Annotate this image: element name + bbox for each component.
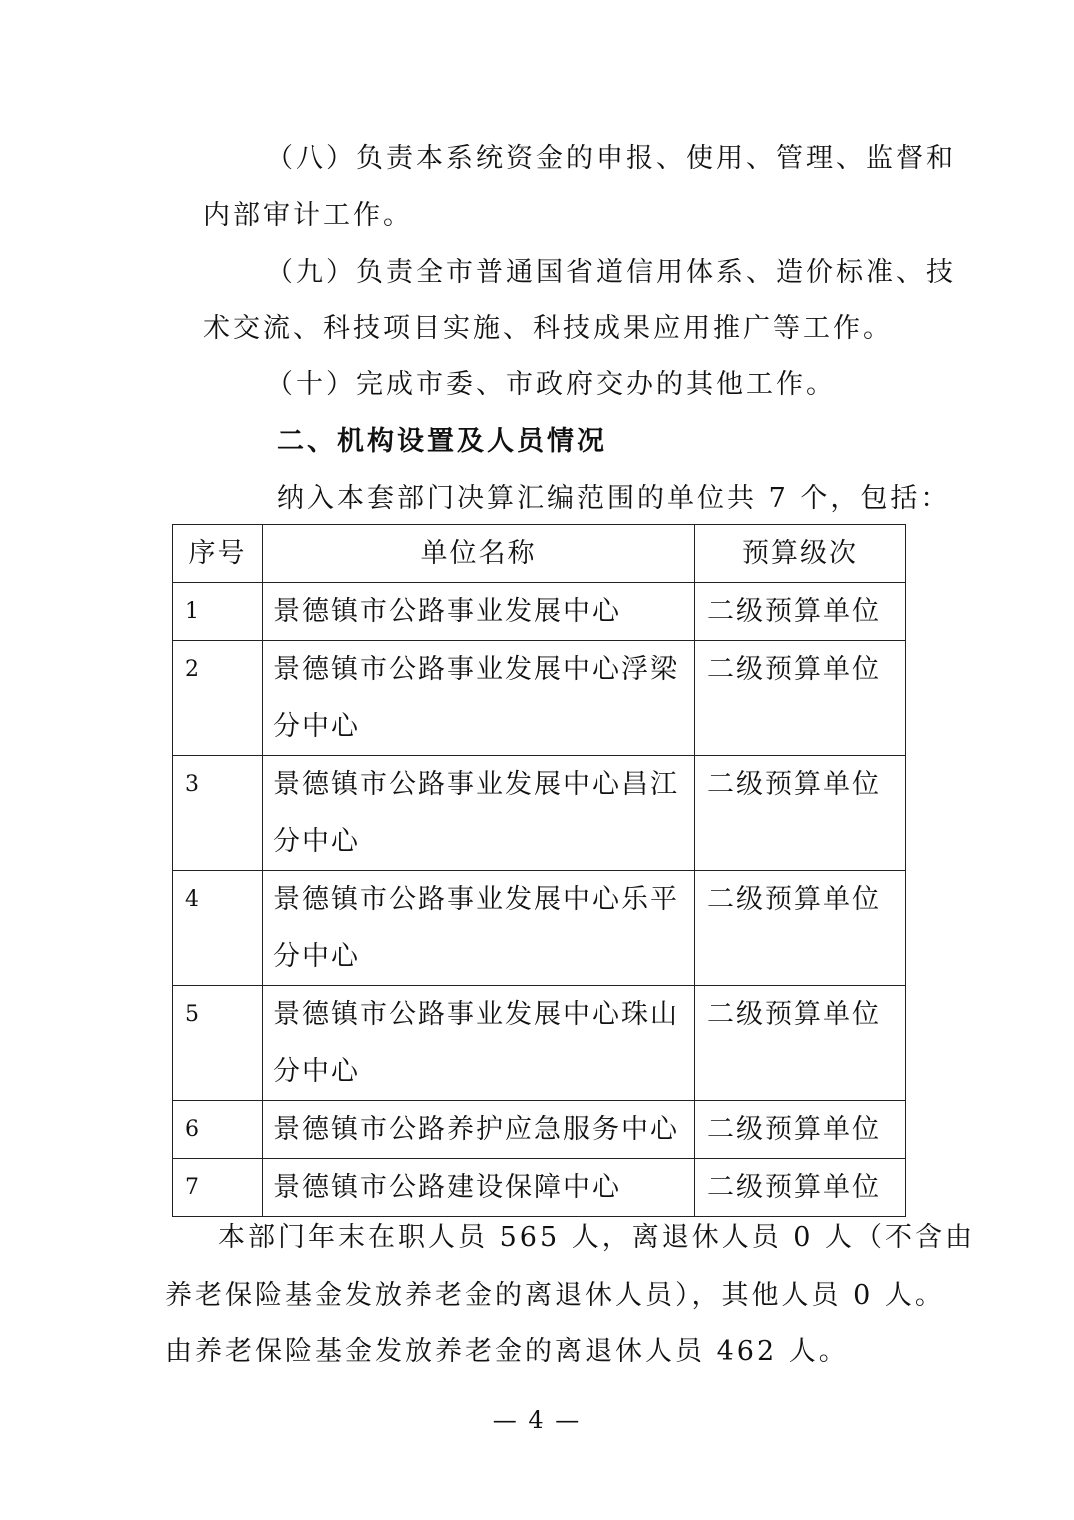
row-number: 5	[173, 986, 263, 1101]
row-number: 6	[173, 1101, 263, 1159]
row-unit-name: 景德镇市公路养护应急服务中心	[263, 1101, 695, 1159]
staff-paragraph-line-1: 本部门年末在职人员 565 人，离退休人员 0 人（不含由	[218, 1222, 976, 1253]
table-row	[173, 641, 906, 756]
row-unit-name: 景德镇市公路事业发展中心昌江分中心	[263, 756, 695, 871]
row-unit-name: 景德镇市公路建设保障中心	[263, 1159, 695, 1217]
units-table	[172, 524, 906, 1217]
table-row	[173, 1101, 906, 1159]
table-header-row	[173, 525, 906, 583]
paragraph-item-8-line-1: （八）负责本系统资金的申报、使用、管理、监督和	[266, 143, 956, 174]
section-heading: 二、机构设置及人员情况	[277, 426, 607, 457]
paragraph-item-9-line-2: 术交流、科技项目实施、科技成果应用推广等工作。	[203, 313, 893, 344]
row-budget-level: 二级预算单位	[695, 1159, 906, 1217]
row-unit-name: 景德镇市公路事业发展中心浮梁分中心	[263, 641, 695, 756]
row-unit-name: 景德镇市公路事业发展中心	[263, 583, 695, 641]
row-number: 1	[173, 583, 263, 641]
paragraph-item-9-line-1: （九）负责全市普通国省道信用体系、造价标准、技	[266, 257, 956, 288]
table-row	[173, 583, 906, 641]
row-number: 7	[173, 1159, 263, 1217]
row-budget-level: 二级预算单位	[695, 1101, 906, 1159]
staff-paragraph-line-3: 由养老保险基金发放养老金的离退休人员 462 人。	[165, 1336, 849, 1367]
row-unit-name: 景德镇市公路事业发展中心乐平分中心	[263, 871, 695, 986]
row-budget-level: 二级预算单位	[695, 871, 906, 986]
row-number: 3	[173, 756, 263, 871]
row-budget-level: 二级预算单位	[695, 641, 906, 756]
header-serial-number: 序号	[173, 525, 263, 583]
row-number: 2	[173, 641, 263, 756]
table-row	[173, 986, 906, 1101]
page-number: — 4 —	[492, 1406, 582, 1434]
header-budget-level: 预算级次	[695, 525, 906, 583]
row-budget-level: 二级预算单位	[695, 756, 906, 871]
staff-paragraph-line-2: 养老保险基金发放养老金的离退休人员），其他人员 0 人。	[165, 1280, 945, 1311]
row-number: 4	[173, 871, 263, 986]
table-row	[173, 756, 906, 871]
row-budget-level: 二级预算单位	[695, 583, 906, 641]
row-budget-level: 二级预算单位	[695, 986, 906, 1101]
paragraph-item-8-line-2: 内部审计工作。	[203, 200, 413, 231]
paragraph-item-10: （十）完成市委、市政府交办的其他工作。	[266, 369, 836, 400]
row-unit-name: 景德镇市公路事业发展中心珠山分中心	[263, 986, 695, 1101]
section-intro: 纳入本套部门决算汇编范围的单位共 7 个，包括：	[277, 483, 951, 514]
header-unit-name: 单位名称	[263, 525, 695, 583]
table-row	[173, 1159, 906, 1217]
table-row	[173, 871, 906, 986]
